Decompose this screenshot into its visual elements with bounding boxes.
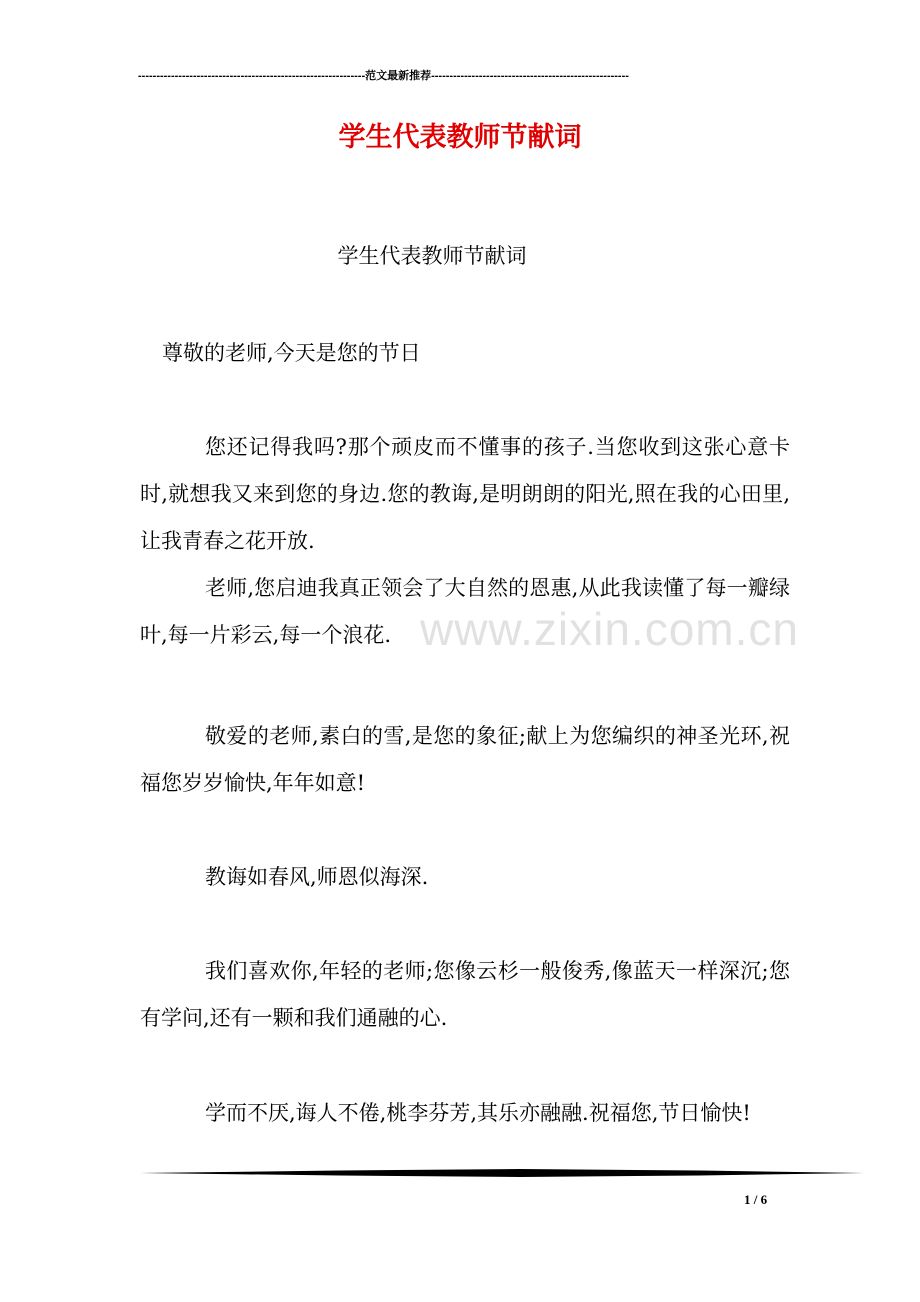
document-subtitle: 学生代表教师节献词 [337,244,527,268]
header-banner: --------------------------------------------------------------范文最新推荐------------------------------------------------------ [138,70,629,82]
paragraph-4: 教诲如春风,师恩似海深. [205,865,429,889]
watermark-text: www.zixin.com.cn [420,603,799,655]
greeting-line: 尊敬的老师,今天是您的节日 [162,341,421,365]
paragraph-2: 老师,您启迪我真正领会了大自然的恩惠,从此我读懂了每一瓣绿叶,每一片彩云,每一个浪花. [140,576,790,647]
document-title: 学生代表教师节献词 [338,122,582,153]
footer-divider [140,1166,864,1180]
paragraph-3: 敬爱的老师,素白的雪,是您的象征;献上为您编织的神圣光环,祝福您岁岁愉快,年年如意! [140,724,790,795]
paragraph-5: 我们喜欢你,年轻的老师;您像云杉一般俊秀,像蓝天一样深沉;您有学问,还有一颗和我们通融的心. [140,959,790,1030]
page-indicator: 1 / 6 [744,1192,768,1207]
paragraph-1: 您还记得我吗?那个顽皮而不懂事的孩子.当您收到这张心意卡时,就想我又来到您的身边.您的教诲,是明朗朗的阳光,照在我的心田里,让我青春之花开放. [140,435,790,553]
paragraph-6: 学而不厌,诲人不倦,桃李芬芳,其乐亦融融.祝福您,节日愉快! [205,1101,751,1125]
